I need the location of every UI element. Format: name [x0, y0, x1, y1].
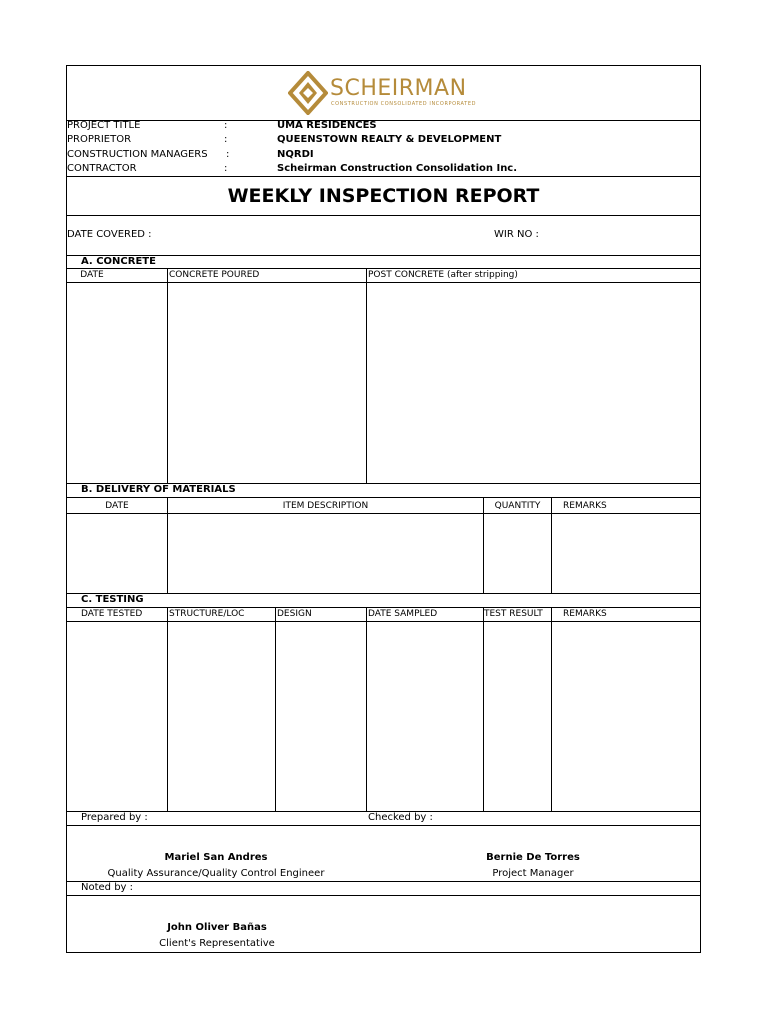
- col-header: POST CONCRETE (after stripping): [368, 270, 518, 280]
- construction-managers-value: NQRDI: [277, 149, 314, 160]
- col-header: DESIGN: [277, 609, 312, 619]
- col-header: CONCRETE POURED: [169, 270, 260, 280]
- preparer-role: Quality Assurance/Quality Control Engineer: [107, 868, 325, 879]
- separator: :: [224, 120, 228, 131]
- prepared-by-label: Prepared by :: [81, 812, 148, 823]
- noter-role: Client's Representative: [159, 938, 275, 949]
- project-title-value: UMA RESIDENCES: [277, 120, 377, 131]
- date-covered-label: DATE COVERED :: [67, 229, 152, 240]
- logo-wordmark: SCHEIRMAN: [330, 76, 467, 101]
- col-header: STRUCTURE/LOC: [169, 609, 245, 619]
- wir-no-label: WIR NO :: [494, 229, 539, 240]
- section-b-title: B. DELIVERY OF MATERIALS: [81, 484, 236, 495]
- preparer-name: Mariel San Andres: [164, 852, 268, 863]
- project-title-label: PROJECT TITLE: [67, 120, 141, 131]
- col-header: QUANTITY: [494, 501, 541, 511]
- col-header: REMARKS: [563, 609, 607, 619]
- noted-by-label: Noted by :: [81, 882, 134, 893]
- col-header: DATE: [80, 270, 104, 280]
- separator: :: [226, 149, 230, 160]
- scheirman-diamond-icon: [288, 71, 328, 115]
- col-header: DATE TESTED: [81, 609, 143, 619]
- contractor-label: CONTRACTOR: [67, 163, 137, 174]
- proprietor-value: QUEENSTOWN REALTY & DEVELOPMENT: [277, 134, 502, 145]
- logo-tagline: CONSTRUCTION CONSOLIDATED INCORPORATED: [331, 101, 477, 107]
- col-header: DATE SAMPLED: [368, 609, 438, 619]
- report-title: WEEKLY INSPECTION REPORT: [227, 185, 540, 207]
- section-c-title: C. TESTING: [81, 594, 144, 605]
- col-header: DATE: [105, 501, 129, 511]
- noter-name: John Oliver Bañas: [167, 922, 267, 933]
- company-logo: [288, 71, 498, 115]
- checked-by-label: Checked by :: [368, 812, 433, 823]
- section-a-title: A. CONCRETE: [81, 256, 156, 267]
- contractor-value: Scheirman Construction Consolidation Inc.: [277, 163, 518, 174]
- proprietor-label: PROPRIETOR: [67, 134, 132, 145]
- construction-managers-label: CONSTRUCTION MANAGERS: [67, 149, 208, 160]
- separator: :: [224, 134, 228, 145]
- checker-role: Project Manager: [492, 868, 574, 879]
- checker-name: Bernie De Torres: [486, 852, 580, 863]
- col-header: REMARKS: [563, 501, 607, 511]
- col-header: TEST RESULT: [484, 609, 543, 619]
- separator: :: [224, 163, 228, 174]
- col-header: ITEM DESCRIPTION: [282, 501, 369, 511]
